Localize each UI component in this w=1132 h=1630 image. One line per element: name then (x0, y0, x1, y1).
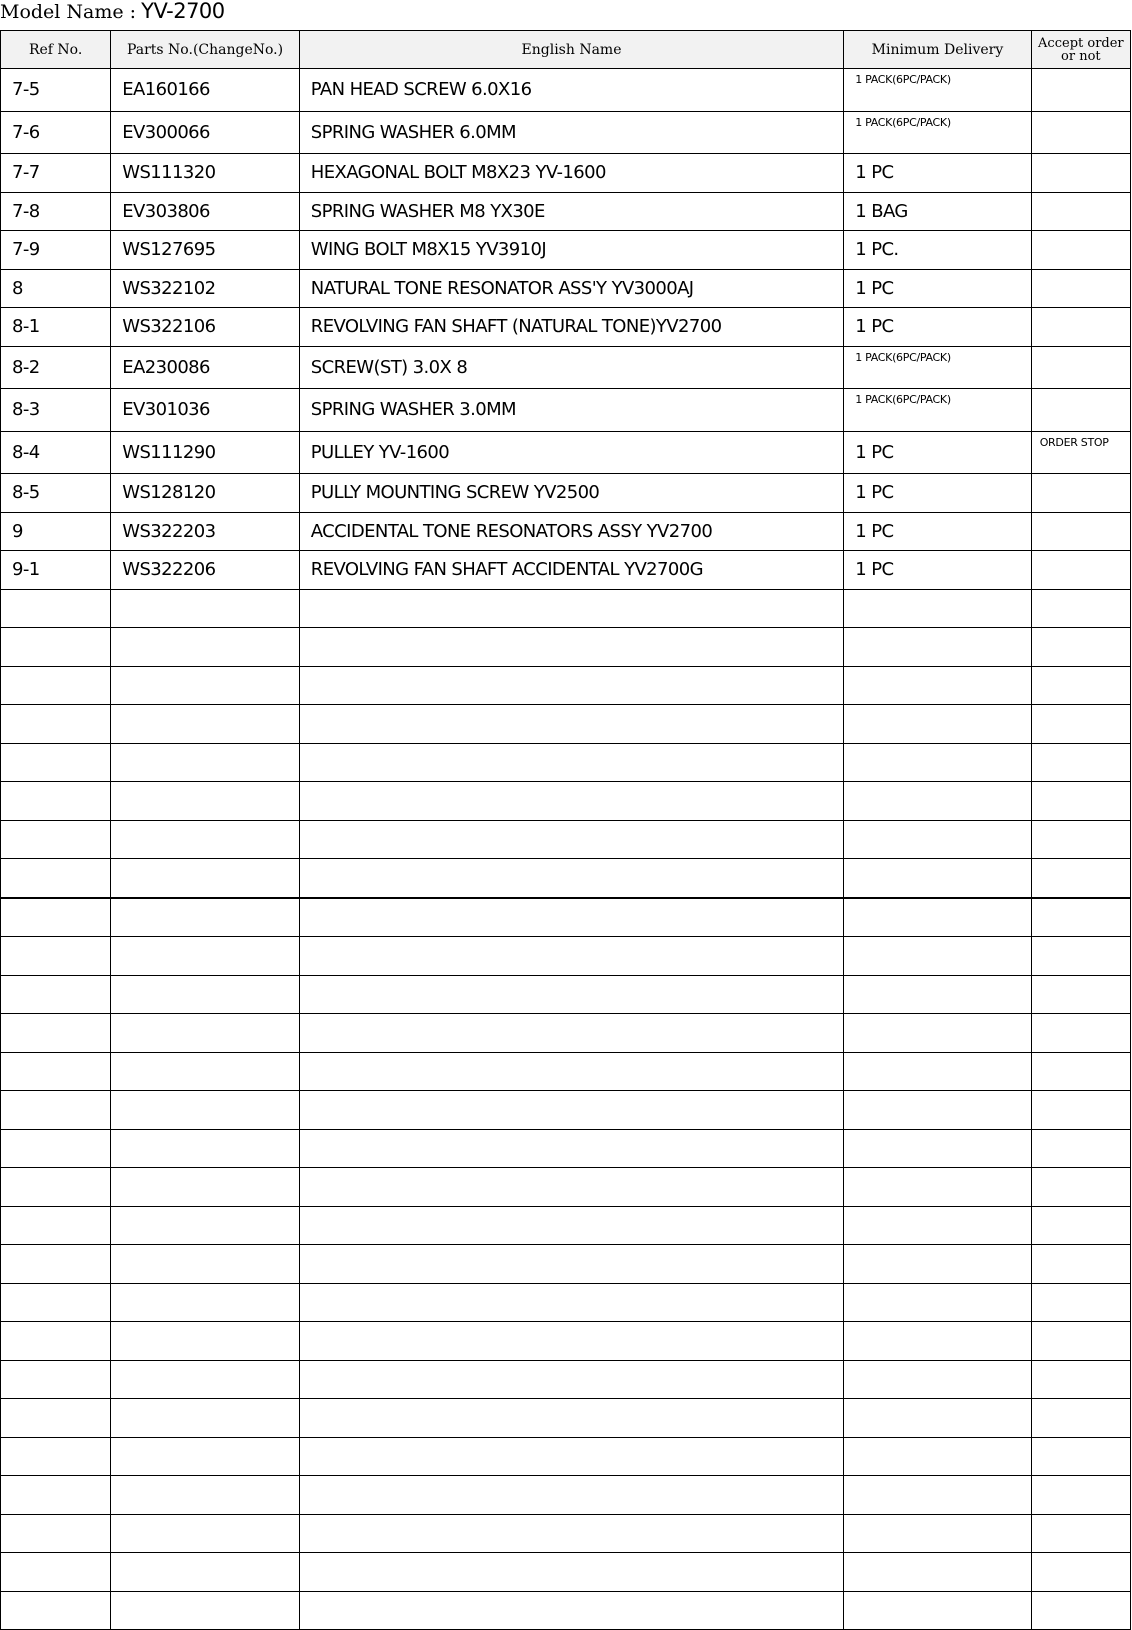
accept-order-cell (1031, 1014, 1130, 1053)
minimum-delivery-cell: 1 PC (844, 269, 1031, 308)
english-name-cell (299, 1014, 843, 1053)
model-name-value: YV-2700 (141, 0, 225, 23)
accept-order-cell (1031, 937, 1130, 976)
english-name-cell (299, 1437, 843, 1476)
english-name-cell (299, 1360, 843, 1399)
parts-no-cell: WS111290 (111, 431, 300, 474)
table-row (1, 111, 1131, 154)
minimum-delivery-cell (844, 1437, 1031, 1476)
english-name-cell: REVOLVING FAN SHAFT ACCIDENTAL YV2700G (299, 551, 843, 590)
minimum-delivery-cell (844, 1245, 1031, 1284)
english-name-cell: PULLY MOUNTING SCREW YV2500 (299, 474, 843, 513)
parts-no-cell (111, 975, 300, 1014)
empty-table-row (1, 820, 1131, 859)
ref-no-cell: 7-9 (1, 231, 111, 270)
parts-no-cell: WS322203 (111, 512, 300, 551)
minimum-delivery-cell (844, 937, 1031, 976)
ref-no-cell (1, 1245, 111, 1284)
ref-no-cell (1, 1514, 111, 1553)
parts-no-cell (111, 1591, 300, 1630)
table-row (1, 69, 1131, 112)
english-name-cell (299, 1399, 843, 1438)
english-name-cell: ACCIDENTAL TONE RESONATORS ASSY YV2700 (299, 512, 843, 551)
english-name-cell (299, 782, 843, 821)
accept-order-cell (1031, 820, 1130, 859)
empty-table-row (1, 1399, 1131, 1438)
empty-table-row (1, 1283, 1131, 1322)
parts-no-cell (111, 1283, 300, 1322)
empty-table-row (1, 1245, 1131, 1284)
table-row (1, 512, 1131, 551)
parts-no-cell (111, 628, 300, 667)
ref-no-cell: 8-2 (1, 346, 111, 389)
parts-no-cell (111, 1091, 300, 1130)
minimum-delivery-cell (844, 898, 1031, 937)
empty-table-row (1, 859, 1131, 898)
parts-no-cell (111, 937, 300, 976)
parts-no-cell (111, 1245, 300, 1284)
empty-table-row (1, 898, 1131, 937)
english-name-cell: REVOLVING FAN SHAFT (NATURAL TONE)YV2700 (299, 308, 843, 347)
minimum-delivery-cell: 1 PC (844, 551, 1031, 590)
minimum-delivery-cell (844, 628, 1031, 667)
accept-order-cell (1031, 1553, 1130, 1592)
accept-order-cell (1031, 1360, 1130, 1399)
minimum-delivery-cell (844, 1014, 1031, 1053)
ref-no-cell: 7-5 (1, 69, 111, 112)
minimum-delivery-cell (844, 1322, 1031, 1361)
header-minimum-delivery: Minimum Delivery (844, 31, 1031, 69)
english-name-cell (299, 1591, 843, 1630)
accept-order-cell (1031, 743, 1130, 782)
ref-no-cell: 7-8 (1, 192, 111, 231)
parts-no-cell (111, 1553, 300, 1592)
parts-no-cell: WS128120 (111, 474, 300, 513)
ref-no-cell: 7-6 (1, 111, 111, 154)
header-parts-no: Parts No.(ChangeNo.) (111, 31, 300, 69)
accept-order-cell: ORDER STOP (1031, 431, 1130, 474)
minimum-delivery-cell: 1 PACK(6PC/PACK) (844, 111, 1031, 154)
english-name-cell (299, 1245, 843, 1284)
ref-no-cell (1, 820, 111, 859)
minimum-delivery-cell: 1 PC (844, 431, 1031, 474)
ref-no-cell (1, 1322, 111, 1361)
header-english-name: English Name (299, 31, 843, 69)
minimum-delivery-cell (844, 1399, 1031, 1438)
empty-table-row (1, 666, 1131, 705)
parts-no-cell (111, 743, 300, 782)
ref-no-cell (1, 1168, 111, 1207)
parts-no-cell (111, 1514, 300, 1553)
ref-no-cell (1, 1591, 111, 1630)
ref-no-cell (1, 666, 111, 705)
table-row (1, 154, 1131, 193)
ref-no-cell (1, 859, 111, 898)
table-row (1, 346, 1131, 389)
english-name-cell (299, 1091, 843, 1130)
parts-no-cell: WS322102 (111, 269, 300, 308)
ref-no-cell (1, 1283, 111, 1322)
header-accept-line1: Accept order (1038, 35, 1124, 51)
minimum-delivery-cell (844, 705, 1031, 744)
parts-no-cell (111, 859, 300, 898)
empty-table-row (1, 1206, 1131, 1245)
parts-no-cell (111, 1437, 300, 1476)
accept-order-cell (1031, 111, 1130, 154)
parts-no-cell: WS111320 (111, 154, 300, 193)
accept-order-cell (1031, 512, 1130, 551)
accept-order-cell (1031, 1399, 1130, 1438)
accept-order-cell (1031, 666, 1130, 705)
empty-table-row (1, 975, 1131, 1014)
minimum-delivery-cell: 1 PC (844, 154, 1031, 193)
empty-table-row (1, 628, 1131, 667)
english-name-cell (299, 1322, 843, 1361)
accept-order-cell (1031, 782, 1130, 821)
english-name-cell (299, 898, 843, 937)
empty-table-row (1, 743, 1131, 782)
empty-table-row (1, 1476, 1131, 1515)
minimum-delivery-cell (844, 1553, 1031, 1592)
minimum-delivery-cell (844, 589, 1031, 628)
ref-no-cell (1, 743, 111, 782)
table-row (1, 389, 1131, 432)
empty-table-row (1, 1437, 1131, 1476)
minimum-delivery-cell: 1 PACK(6PC/PACK) (844, 346, 1031, 389)
empty-table-row (1, 705, 1131, 744)
accept-order-cell (1031, 1437, 1130, 1476)
minimum-delivery-cell: 1 PC (844, 512, 1031, 551)
accept-order-cell (1031, 1591, 1130, 1630)
ref-no-cell (1, 1553, 111, 1592)
ref-no-cell (1, 705, 111, 744)
minimum-delivery-cell (844, 1476, 1031, 1515)
english-name-cell: SPRING WASHER 6.0MM (299, 111, 843, 154)
model-name-line (0, 0, 225, 30)
ref-no-cell (1, 1360, 111, 1399)
ref-no-cell: 8-3 (1, 389, 111, 432)
ref-no-cell (1, 975, 111, 1014)
accept-order-cell (1031, 898, 1130, 937)
minimum-delivery-cell (844, 666, 1031, 705)
ref-no-cell (1, 589, 111, 628)
english-name-cell: SPRING WASHER 3.0MM (299, 389, 843, 432)
parts-no-cell (111, 820, 300, 859)
english-name-cell (299, 589, 843, 628)
parts-no-cell: EV300066 (111, 111, 300, 154)
minimum-delivery-cell (844, 1091, 1031, 1130)
accept-order-cell (1031, 1052, 1130, 1091)
minimum-delivery-cell (844, 1591, 1031, 1630)
minimum-delivery-cell: 1 PC (844, 474, 1031, 513)
ref-no-cell: 7-7 (1, 154, 111, 193)
ref-no-cell: 8-1 (1, 308, 111, 347)
empty-table-row (1, 1052, 1131, 1091)
empty-table-row (1, 1168, 1131, 1207)
parts-no-cell (111, 589, 300, 628)
minimum-delivery-cell: 1 PACK(6PC/PACK) (844, 69, 1031, 112)
empty-table-row (1, 937, 1131, 976)
parts-no-cell (111, 1476, 300, 1515)
parts-no-cell: WS127695 (111, 231, 300, 270)
model-name-label: Model Name : (0, 1, 137, 23)
english-name-cell (299, 1206, 843, 1245)
ref-no-cell: 9-1 (1, 551, 111, 590)
minimum-delivery-cell (844, 1129, 1031, 1168)
ref-no-cell (1, 1437, 111, 1476)
accept-order-cell (1031, 192, 1130, 231)
ref-no-cell (1, 1014, 111, 1053)
accept-order-cell (1031, 308, 1130, 347)
english-name-cell (299, 705, 843, 744)
minimum-delivery-cell: 1 PC (844, 308, 1031, 347)
english-name-cell (299, 820, 843, 859)
parts-no-cell (111, 1360, 300, 1399)
ref-no-cell (1, 937, 111, 976)
english-name-cell: WING BOLT M8X15 YV3910J (299, 231, 843, 270)
parts-no-cell: WS322106 (111, 308, 300, 347)
ref-no-cell (1, 1476, 111, 1515)
english-name-cell: NATURAL TONE RESONATOR ASS'Y YV3000AJ (299, 269, 843, 308)
empty-table-row (1, 1322, 1131, 1361)
minimum-delivery-cell: 1 BAG (844, 192, 1031, 231)
accept-order-cell (1031, 589, 1130, 628)
parts-no-cell: EV303806 (111, 192, 300, 231)
english-name-cell (299, 1129, 843, 1168)
empty-table-row (1, 1360, 1131, 1399)
english-name-cell (299, 1553, 843, 1592)
table-row (1, 269, 1131, 308)
accept-order-cell (1031, 1476, 1130, 1515)
accept-order-cell (1031, 1206, 1130, 1245)
minimum-delivery-cell (844, 1283, 1031, 1322)
english-name-cell: SCREW(ST) 3.0X 8 (299, 346, 843, 389)
english-name-cell (299, 666, 843, 705)
parts-no-cell (111, 1168, 300, 1207)
table-row (1, 474, 1131, 513)
minimum-delivery-cell (844, 820, 1031, 859)
accept-order-cell (1031, 705, 1130, 744)
minimum-delivery-cell (844, 782, 1031, 821)
accept-order-cell (1031, 1245, 1130, 1284)
accept-order-cell (1031, 154, 1130, 193)
minimum-delivery-cell (844, 743, 1031, 782)
parts-no-cell (111, 705, 300, 744)
accept-order-cell (1031, 1129, 1130, 1168)
parts-no-cell (111, 898, 300, 937)
accept-order-cell (1031, 69, 1130, 112)
ref-no-cell: 8-4 (1, 431, 111, 474)
english-name-cell (299, 859, 843, 898)
english-name-cell: HEXAGONAL BOLT M8X23 YV-1600 (299, 154, 843, 193)
accept-order-cell (1031, 975, 1130, 1014)
accept-order-cell (1031, 1283, 1130, 1322)
header-accept-order (1031, 31, 1130, 69)
accept-order-cell (1031, 859, 1130, 898)
empty-table-row (1, 782, 1131, 821)
accept-order-cell (1031, 346, 1130, 389)
empty-table-row (1, 1553, 1131, 1592)
table-body (1, 69, 1131, 1630)
ref-no-cell (1, 898, 111, 937)
accept-order-cell (1031, 389, 1130, 432)
ref-no-cell (1, 1399, 111, 1438)
minimum-delivery-cell: 1 PACK(6PC/PACK) (844, 389, 1031, 432)
minimum-delivery-cell (844, 1360, 1031, 1399)
parts-no-cell (111, 1014, 300, 1053)
minimum-delivery-cell: 1 PC. (844, 231, 1031, 270)
english-name-cell (299, 975, 843, 1014)
empty-table-row (1, 589, 1131, 628)
english-name-cell (299, 743, 843, 782)
header-ref-no: Ref No. (1, 31, 111, 69)
accept-order-cell (1031, 269, 1130, 308)
empty-table-row (1, 1014, 1131, 1053)
parts-table (0, 30, 1131, 1630)
english-name-cell (299, 628, 843, 667)
accept-order-cell (1031, 551, 1130, 590)
table-header-row (1, 31, 1131, 69)
ref-no-cell: 8-5 (1, 474, 111, 513)
english-name-cell (299, 1476, 843, 1515)
table-row (1, 192, 1131, 231)
table-row (1, 231, 1131, 270)
ref-no-cell: 9 (1, 512, 111, 551)
parts-no-cell (111, 1399, 300, 1438)
parts-no-cell: WS322206 (111, 551, 300, 590)
accept-order-cell (1031, 231, 1130, 270)
empty-table-row (1, 1091, 1131, 1130)
table-row (1, 551, 1131, 590)
ref-no-cell (1, 782, 111, 821)
accept-order-cell (1031, 1168, 1130, 1207)
english-name-cell: PULLEY YV-1600 (299, 431, 843, 474)
parts-no-cell (111, 666, 300, 705)
accept-order-cell (1031, 1514, 1130, 1553)
parts-no-cell: EA230086 (111, 346, 300, 389)
accept-order-cell (1031, 1322, 1130, 1361)
ref-no-cell: 8 (1, 269, 111, 308)
ref-no-cell (1, 1091, 111, 1130)
parts-no-cell (111, 1206, 300, 1245)
parts-no-cell (111, 1129, 300, 1168)
parts-no-cell (111, 782, 300, 821)
english-name-cell (299, 1283, 843, 1322)
english-name-cell (299, 937, 843, 976)
english-name-cell (299, 1168, 843, 1207)
accept-order-cell (1031, 1091, 1130, 1130)
parts-no-cell (111, 1052, 300, 1091)
ref-no-cell (1, 1129, 111, 1168)
header-accept-line2: or not (1061, 48, 1101, 64)
empty-table-row (1, 1129, 1131, 1168)
english-name-cell: SPRING WASHER M8 YX30E (299, 192, 843, 231)
empty-table-row (1, 1591, 1131, 1630)
accept-order-cell (1031, 474, 1130, 513)
minimum-delivery-cell (844, 975, 1031, 1014)
parts-no-cell (111, 1322, 300, 1361)
parts-no-cell: EV301036 (111, 389, 300, 432)
english-name-cell: PAN HEAD SCREW 6.0X16 (299, 69, 843, 112)
minimum-delivery-cell (844, 1052, 1031, 1091)
ref-no-cell (1, 1206, 111, 1245)
ref-no-cell (1, 628, 111, 667)
minimum-delivery-cell (844, 1206, 1031, 1245)
empty-table-row (1, 1514, 1131, 1553)
table-row (1, 431, 1131, 474)
english-name-cell (299, 1514, 843, 1553)
ref-no-cell (1, 1052, 111, 1091)
table-row (1, 308, 1131, 347)
minimum-delivery-cell (844, 1168, 1031, 1207)
minimum-delivery-cell (844, 1514, 1031, 1553)
english-name-cell (299, 1052, 843, 1091)
minimum-delivery-cell (844, 859, 1031, 898)
parts-no-cell: EA160166 (111, 69, 300, 112)
accept-order-cell (1031, 628, 1130, 667)
